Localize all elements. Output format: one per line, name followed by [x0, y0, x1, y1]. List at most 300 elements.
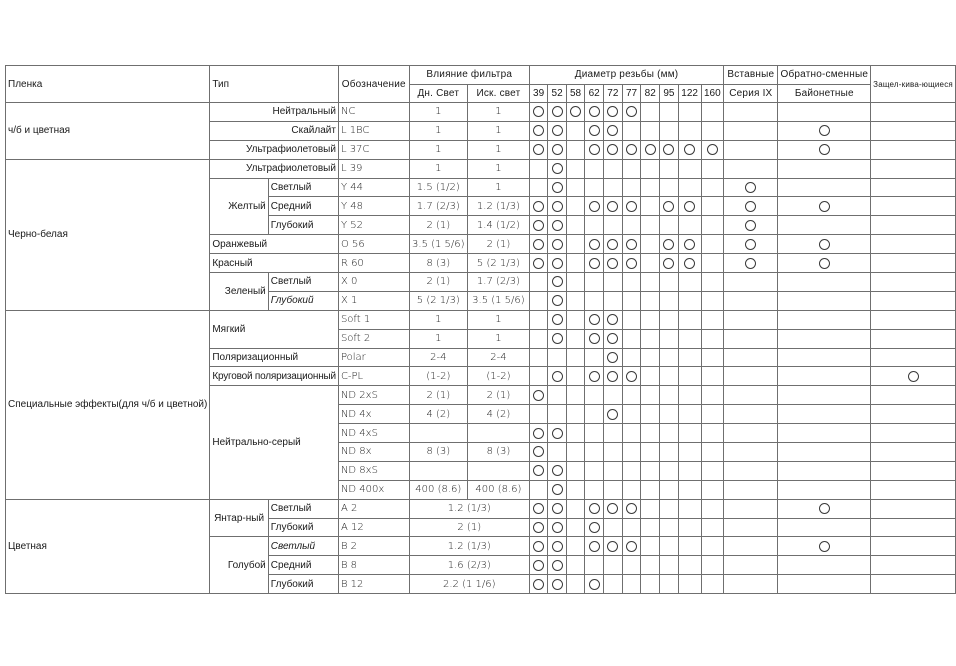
diameter-availability-cell: [548, 216, 566, 235]
artificial-factor: (1-2): [467, 367, 529, 386]
filter-code: ND 400x: [338, 480, 409, 499]
bayonet-cell: [778, 461, 871, 480]
insertable-cell: [724, 273, 778, 292]
diameter-availability-cell: [529, 537, 547, 556]
filter-code: B 12: [338, 575, 409, 594]
header-designation: Обозначение: [338, 66, 409, 103]
daylight-factor: 4 (2): [409, 405, 467, 424]
diameter-availability-cell: [641, 443, 660, 462]
available-circle-icon: [552, 465, 563, 476]
diameter-availability-cell: [701, 575, 724, 594]
available-circle-icon: [589, 239, 600, 250]
diameter-availability-cell: [548, 140, 566, 159]
available-circle-icon: [663, 258, 674, 269]
type-label: Голубой: [210, 537, 268, 594]
diameter-availability-cell: [529, 348, 547, 367]
diameter-availability-cell: [603, 310, 622, 329]
available-circle-icon: [552, 522, 563, 533]
artificial-factor: 2 (1): [467, 235, 529, 254]
snap-on-cell: [871, 575, 956, 594]
filter-code: Y 52: [338, 216, 409, 235]
diameter-availability-cell: [529, 575, 547, 594]
artificial-factor: 2 (1): [467, 386, 529, 405]
diameter-availability-cell: [529, 197, 547, 216]
diameter-availability-cell: [622, 291, 641, 310]
filter-code: X 1: [338, 291, 409, 310]
filter-code: ND 2xS: [338, 386, 409, 405]
insertable-cell: [724, 537, 778, 556]
diameter-availability-cell: [641, 216, 660, 235]
diameter-availability-cell: [603, 537, 622, 556]
diameter-availability-cell: [701, 443, 724, 462]
diameter-availability-cell: [603, 575, 622, 594]
diameter-availability-cell: [548, 329, 566, 348]
diameter-header: 39: [529, 84, 547, 103]
diameter-availability-cell: [566, 216, 584, 235]
daylight-factor: 2 (1): [409, 216, 467, 235]
diameter-availability-cell: [585, 329, 604, 348]
available-circle-icon: [819, 239, 830, 250]
subtype-label: Глубокий: [268, 575, 338, 594]
bayonet-cell: [778, 329, 871, 348]
available-circle-icon: [552, 560, 563, 571]
available-circle-icon: [745, 201, 756, 212]
diameter-availability-cell: [603, 556, 622, 575]
available-circle-icon: [819, 125, 830, 136]
available-circle-icon: [552, 314, 563, 325]
header-film: Пленка: [6, 66, 210, 103]
diameter-availability-cell: [641, 537, 660, 556]
diameter-header: 58: [566, 84, 584, 103]
available-circle-icon: [684, 144, 695, 155]
diameter-availability-cell: [660, 556, 679, 575]
subtype-label: Светлый: [268, 499, 338, 518]
bayonet-cell: [778, 159, 871, 178]
subtype-label: Средний: [268, 556, 338, 575]
type-label: Нейтральный: [210, 103, 339, 122]
filter-code: Soft 1: [338, 310, 409, 329]
available-circle-icon: [589, 371, 600, 382]
diameter-availability-cell: [701, 178, 724, 197]
diameter-availability-cell: [678, 556, 701, 575]
diameter-availability-cell: [622, 273, 641, 292]
diameter-availability-cell: [660, 235, 679, 254]
snap-on-cell: [871, 235, 956, 254]
available-circle-icon: [552, 106, 563, 117]
diameter-availability-cell: [641, 499, 660, 518]
diameter-availability-cell: [701, 537, 724, 556]
artificial-factor: 5 (2 1/3): [467, 254, 529, 273]
diameter-availability-cell: [529, 140, 547, 159]
available-circle-icon: [552, 144, 563, 155]
diameter-availability-cell: [603, 254, 622, 273]
available-circle-icon: [533, 541, 544, 552]
insertable-cell: [724, 480, 778, 499]
artificial-factor: 1: [467, 310, 529, 329]
type-label: Круговой поляризационный: [210, 367, 339, 386]
filter-code: L 39: [338, 159, 409, 178]
artificial-factor: 1: [467, 140, 529, 159]
diameter-availability-cell: [548, 367, 566, 386]
daylight-factor: 8 (3): [409, 443, 467, 462]
diameter-availability-cell: [529, 273, 547, 292]
diameter-availability-cell: [660, 424, 679, 443]
daylight-factor: 1.5 (1/2): [409, 178, 467, 197]
diameter-availability-cell: [660, 518, 679, 537]
available-circle-icon: [589, 503, 600, 514]
available-circle-icon: [570, 106, 581, 117]
snap-on-cell: [871, 254, 956, 273]
available-circle-icon: [552, 125, 563, 136]
diameter-availability-cell: [603, 291, 622, 310]
diameter-availability-cell: [585, 405, 604, 424]
diameter-availability-cell: [622, 159, 641, 178]
diameter-availability-cell: [701, 254, 724, 273]
available-circle-icon: [552, 163, 563, 174]
diameter-availability-cell: [548, 556, 566, 575]
diameter-availability-cell: [622, 197, 641, 216]
type-label: Мягкий: [210, 310, 339, 348]
artificial-factor: 1: [467, 178, 529, 197]
snap-on-cell: [871, 329, 956, 348]
type-label: Оранжевый: [210, 235, 339, 254]
diameter-availability-cell: [585, 235, 604, 254]
diameter-availability-cell: [701, 480, 724, 499]
diameter-availability-cell: [641, 140, 660, 159]
diameter-availability-cell: [548, 424, 566, 443]
available-circle-icon: [607, 314, 618, 325]
bayonet-cell: [778, 197, 871, 216]
diameter-availability-cell: [660, 273, 679, 292]
filter-code: Polar: [338, 348, 409, 367]
diameter-availability-cell: [566, 348, 584, 367]
diameter-availability-cell: [622, 461, 641, 480]
snap-on-cell: [871, 348, 956, 367]
diameter-availability-cell: [585, 159, 604, 178]
bayonet-cell: [778, 178, 871, 197]
header-filter-effect: Влияние фильтра: [409, 66, 529, 85]
diameter-availability-cell: [529, 480, 547, 499]
diameter-availability-cell: [603, 178, 622, 197]
diameter-availability-cell: [701, 140, 724, 159]
diameter-availability-cell: [566, 291, 584, 310]
insertable-cell: [724, 386, 778, 405]
diameter-availability-cell: [622, 405, 641, 424]
diameter-availability-cell: [585, 575, 604, 594]
diameter-availability-cell: [585, 518, 604, 537]
bayonet-cell: [778, 424, 871, 443]
insertable-cell: [724, 197, 778, 216]
insertable-cell: [724, 159, 778, 178]
bayonet-cell: [778, 121, 871, 140]
diameter-availability-cell: [660, 310, 679, 329]
film-group: ч/б и цветная: [6, 103, 210, 160]
diameter-availability-cell: [603, 159, 622, 178]
header-thread-diameter: Диаметр резьбы (мм): [529, 66, 723, 85]
available-circle-icon: [684, 258, 695, 269]
available-circle-icon: [626, 201, 637, 212]
diameter-availability-cell: [566, 386, 584, 405]
diameter-availability-cell: [701, 499, 724, 518]
diameter-availability-cell: [678, 461, 701, 480]
insertable-cell: [724, 405, 778, 424]
diameter-availability-cell: [529, 216, 547, 235]
snap-on-cell: [871, 103, 956, 122]
diameter-availability-cell: [622, 386, 641, 405]
diameter-availability-cell: [529, 424, 547, 443]
diameter-availability-cell: [585, 443, 604, 462]
daylight-factor: 2 (1): [409, 273, 467, 292]
insertable-cell: [724, 424, 778, 443]
diameter-availability-cell: [701, 273, 724, 292]
diameter-availability-cell: [641, 329, 660, 348]
diameter-header: 62: [585, 84, 604, 103]
diameter-availability-cell: [548, 103, 566, 122]
daylight-factor: 1: [409, 121, 467, 140]
diameter-availability-cell: [529, 235, 547, 254]
available-circle-icon: [533, 144, 544, 155]
available-circle-icon: [607, 201, 618, 212]
diameter-availability-cell: [660, 537, 679, 556]
diameter-availability-cell: [660, 367, 679, 386]
snap-on-cell: [871, 386, 956, 405]
diameter-header: 122: [678, 84, 701, 103]
diameter-availability-cell: [660, 575, 679, 594]
filter-row: [6, 310, 956, 329]
diameter-availability-cell: [641, 121, 660, 140]
available-circle-icon: [552, 258, 563, 269]
filter-code: ND 8x: [338, 443, 409, 462]
type-label: Поляризационный: [210, 348, 339, 367]
bayonet-cell: [778, 348, 871, 367]
artificial-factor: 1: [467, 329, 529, 348]
diameter-availability-cell: [603, 273, 622, 292]
diameter-availability-cell: [641, 480, 660, 499]
diameter-availability-cell: [529, 103, 547, 122]
available-circle-icon: [589, 201, 600, 212]
diameter-availability-cell: [566, 329, 584, 348]
available-circle-icon: [552, 484, 563, 495]
available-circle-icon: [589, 125, 600, 136]
daylight-factor: (1-2): [409, 367, 467, 386]
diameter-availability-cell: [641, 367, 660, 386]
header-reversible: Обратно-сменные: [778, 66, 871, 85]
diameter-availability-cell: [529, 461, 547, 480]
header-snap-on: Защел-кива-ющиеся: [871, 66, 956, 103]
diameter-availability-cell: [660, 254, 679, 273]
diameter-availability-cell: [529, 405, 547, 424]
type-label: Красный: [210, 254, 339, 273]
filter-chart-sheet: [5, 65, 956, 594]
diameter-availability-cell: [701, 329, 724, 348]
diameter-availability-cell: [548, 310, 566, 329]
diameter-availability-cell: [622, 424, 641, 443]
artificial-factor: [467, 424, 529, 443]
diameter-availability-cell: [641, 254, 660, 273]
diameter-availability-cell: [585, 310, 604, 329]
diameter-availability-cell: [548, 480, 566, 499]
diameter-availability-cell: [641, 518, 660, 537]
diameter-header: 160: [701, 84, 724, 103]
diameter-availability-cell: [529, 556, 547, 575]
available-circle-icon: [707, 144, 718, 155]
diameter-availability-cell: [660, 121, 679, 140]
film-group: Цветная: [6, 499, 210, 593]
diameter-availability-cell: [678, 405, 701, 424]
diameter-availability-cell: [585, 216, 604, 235]
header-daylight: Дн. Свет: [409, 84, 467, 103]
daylight-factor: [409, 424, 467, 443]
diameter-availability-cell: [678, 518, 701, 537]
diameter-availability-cell: [603, 367, 622, 386]
subtype-label: Светлый: [268, 178, 338, 197]
available-circle-icon: [745, 258, 756, 269]
insertable-cell: [724, 443, 778, 462]
diameter-availability-cell: [529, 443, 547, 462]
daylight-factor: 400 (8.6): [409, 480, 467, 499]
diameter-availability-cell: [548, 518, 566, 537]
daylight-factor: [409, 461, 467, 480]
subtype-label: Светлый: [268, 273, 338, 292]
diameter-availability-cell: [622, 575, 641, 594]
artificial-factor: 1.4 (1/2): [467, 216, 529, 235]
type-label: Нейтрально-серый: [210, 386, 339, 499]
diameter-availability-cell: [701, 235, 724, 254]
bayonet-cell: [778, 518, 871, 537]
diameter-availability-cell: [566, 461, 584, 480]
bayonet-cell: [778, 367, 871, 386]
film-group: Специальные эффекты(для ч/б и цветной): [6, 310, 210, 499]
insertable-cell: [724, 178, 778, 197]
available-circle-icon: [589, 541, 600, 552]
available-circle-icon: [745, 239, 756, 250]
diameter-availability-cell: [641, 159, 660, 178]
available-circle-icon: [663, 201, 674, 212]
filter-factor: 2 (1): [409, 518, 529, 537]
filter-code: X 0: [338, 273, 409, 292]
diameter-availability-cell: [660, 216, 679, 235]
diameter-availability-cell: [622, 556, 641, 575]
diameter-availability-cell: [566, 480, 584, 499]
diameter-availability-cell: [548, 386, 566, 405]
available-circle-icon: [607, 106, 618, 117]
bayonet-cell: [778, 575, 871, 594]
diameter-availability-cell: [678, 575, 701, 594]
filter-code: C-PL: [338, 367, 409, 386]
available-circle-icon: [533, 239, 544, 250]
artificial-factor: 4 (2): [467, 405, 529, 424]
diameter-availability-cell: [566, 310, 584, 329]
diameter-availability-cell: [585, 103, 604, 122]
diameter-availability-cell: [603, 386, 622, 405]
header-artificial: Иск. свет: [467, 84, 529, 103]
insertable-cell: [724, 348, 778, 367]
diameter-availability-cell: [622, 103, 641, 122]
bayonet-cell: [778, 480, 871, 499]
available-circle-icon: [607, 333, 618, 344]
diameter-availability-cell: [622, 216, 641, 235]
type-label: Скайлайт: [210, 121, 339, 140]
diameter-availability-cell: [566, 424, 584, 443]
diameter-availability-cell: [701, 159, 724, 178]
available-circle-icon: [819, 503, 830, 514]
insertable-cell: [724, 235, 778, 254]
diameter-availability-cell: [566, 405, 584, 424]
bayonet-cell: [778, 235, 871, 254]
diameter-availability-cell: [660, 405, 679, 424]
diameter-availability-cell: [585, 254, 604, 273]
available-circle-icon: [589, 144, 600, 155]
filter-code: A 12: [338, 518, 409, 537]
diameter-availability-cell: [529, 310, 547, 329]
snap-on-cell: [871, 121, 956, 140]
diameter-availability-cell: [622, 367, 641, 386]
available-circle-icon: [626, 106, 637, 117]
diameter-availability-cell: [622, 499, 641, 518]
available-circle-icon: [819, 258, 830, 269]
diameter-availability-cell: [529, 518, 547, 537]
diameter-availability-cell: [701, 291, 724, 310]
available-circle-icon: [626, 503, 637, 514]
diameter-availability-cell: [701, 216, 724, 235]
diameter-availability-cell: [566, 159, 584, 178]
diameter-availability-cell: [701, 103, 724, 122]
diameter-availability-cell: [641, 461, 660, 480]
diameter-availability-cell: [603, 140, 622, 159]
diameter-availability-cell: [529, 329, 547, 348]
diameter-availability-cell: [529, 159, 547, 178]
diameter-availability-cell: [603, 121, 622, 140]
diameter-availability-cell: [660, 329, 679, 348]
snap-on-cell: [871, 556, 956, 575]
diameter-availability-cell: [622, 443, 641, 462]
available-circle-icon: [607, 144, 618, 155]
snap-on-cell: [871, 537, 956, 556]
diameter-header: 52: [548, 84, 566, 103]
diameter-availability-cell: [641, 405, 660, 424]
available-circle-icon: [533, 446, 544, 457]
diameter-availability-cell: [660, 386, 679, 405]
diameter-availability-cell: [529, 367, 547, 386]
diameter-availability-cell: [678, 291, 701, 310]
filter-row: [6, 499, 956, 518]
daylight-factor: 1: [409, 159, 467, 178]
diameter-availability-cell: [585, 291, 604, 310]
daylight-factor: 5 (2 1/3): [409, 291, 467, 310]
available-circle-icon: [589, 333, 600, 344]
diameter-availability-cell: [529, 178, 547, 197]
available-circle-icon: [533, 220, 544, 231]
diameter-availability-cell: [660, 159, 679, 178]
diameter-availability-cell: [678, 443, 701, 462]
snap-on-cell: [871, 480, 956, 499]
diameter-availability-cell: [641, 386, 660, 405]
snap-on-cell: [871, 178, 956, 197]
diameter-availability-cell: [701, 386, 724, 405]
snap-on-cell: [871, 461, 956, 480]
artificial-factor: 8 (3): [467, 443, 529, 462]
diameter-availability-cell: [678, 367, 701, 386]
snap-on-cell: [871, 443, 956, 462]
artificial-factor: [467, 461, 529, 480]
available-circle-icon: [552, 182, 563, 193]
diameter-availability-cell: [529, 499, 547, 518]
diameter-availability-cell: [622, 348, 641, 367]
subtype-label: Глубокий: [268, 216, 338, 235]
bayonet-cell: [778, 273, 871, 292]
diameter-availability-cell: [701, 121, 724, 140]
available-circle-icon: [684, 201, 695, 212]
